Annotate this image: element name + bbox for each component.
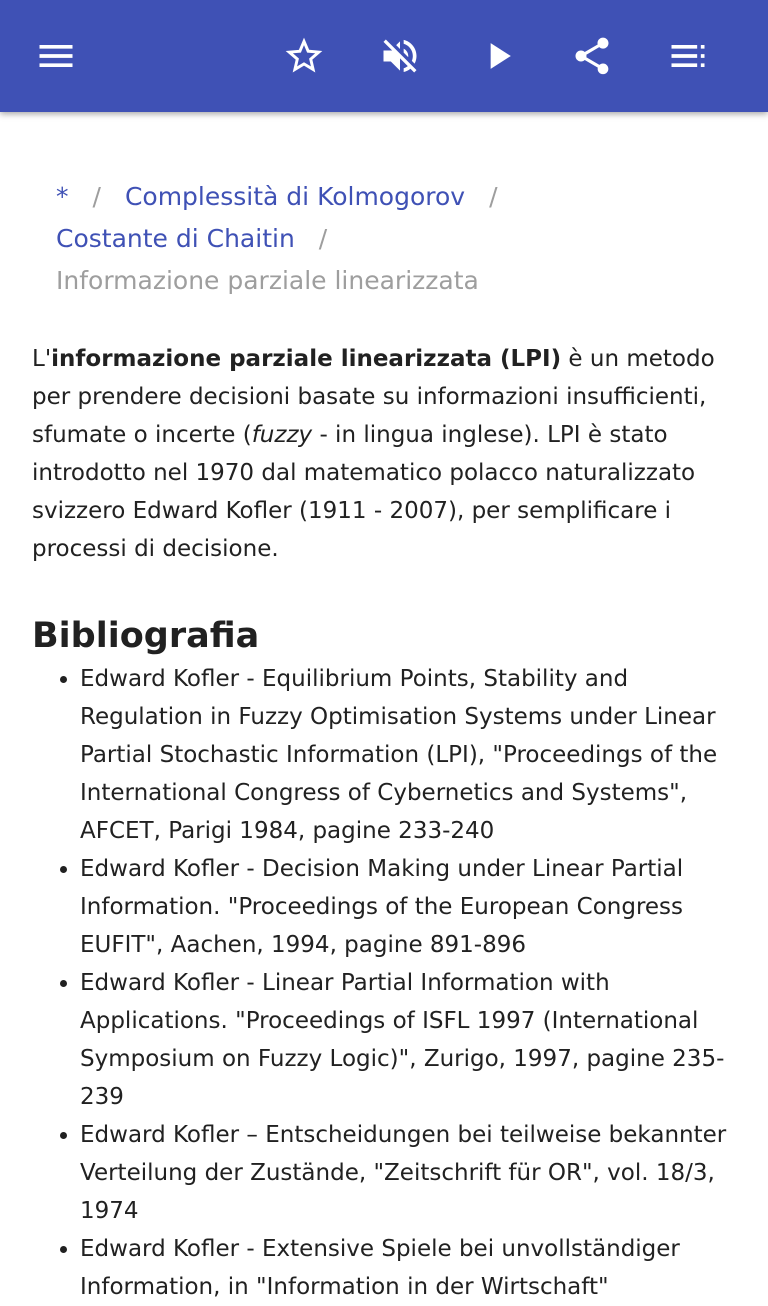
volume-off-icon: [378, 34, 422, 78]
star-outline-icon: [282, 34, 326, 78]
breadcrumb-current: Informazione parziale linearizzata: [56, 266, 479, 295]
favorite-button[interactable]: [276, 28, 332, 84]
play-icon: [476, 34, 520, 78]
play-button[interactable]: [470, 28, 526, 84]
intro-italic: fuzzy: [251, 422, 313, 448]
breadcrumb-link-chaitin[interactable]: Costante di Chaitin: [56, 224, 295, 253]
intro-prefix: L': [32, 346, 52, 372]
share-icon: [570, 34, 614, 78]
bibliography-heading: Bibliografia: [32, 616, 260, 656]
page-content: [0, 112, 768, 1300]
intro-text-continued: - in lingua inglese). LPI è stato introdotto nel 1970 dal matematico polacco naturalizzato svizzero Edward Kofler (1911 - 2007), per semplificare i processi di decisione.: [32, 422, 696, 562]
bibliography-item: • Edward Kofler - Equilibrium Points, Stability and Regulation in Fuzzy Optimisation Systems under Linear Partial Stochastic Information (LPI), "Proceedings of the International Congress of Cybernetics and Systems", AFCET, Parigi 1984, pagine 233-240: [80, 660, 732, 850]
mute-button[interactable]: [372, 28, 428, 84]
bibliography-item: • Edward Kofler - Linear Partial Information with Applications. "Proceedings of ISFL 1997 (International Symposium on Fuzzy Logic)", Zurigo, 1997, pagine 235-239: [80, 964, 732, 1116]
menu-button[interactable]: [28, 28, 84, 84]
breadcrumb-separator: /: [92, 182, 101, 211]
menu-icon: [34, 34, 78, 78]
intro-text: è un metodo per prendere decisioni basate su informazioni insufficienti, sfumate o incerte (: [32, 346, 715, 448]
bibliography-item: • Edward Kofler - Extensive Spiele bei unvollständiger Information, in "Information in der Wirtschaft": [80, 1230, 732, 1306]
breadcrumb: [56, 176, 736, 302]
breadcrumb-separator: /: [318, 224, 328, 253]
contents-button[interactable]: [660, 28, 716, 84]
breadcrumb-separator: /: [489, 182, 498, 211]
intro-paragraph: [32, 340, 732, 568]
intro-term: informazione parziale linearizzata (LPI): [51, 346, 562, 372]
bibliography-item: • Edward Kofler – Entscheidungen bei teilweise bekannter Verteilung der Zustände, "Zeitschrift für OR", vol. 18/3, 1974: [80, 1116, 732, 1230]
article-body: [32, 340, 732, 1306]
bibliography-item: • Edward Kofler - Decision Making under Linear Partial Information. "Proceedings of the European Congress EUFIT", Aachen, 1994, pagine 891-896: [80, 850, 732, 964]
bibliography-list: [32, 660, 732, 1306]
breadcrumb-link-kolmogorov[interactable]: Complessità di Kolmogorov: [124, 182, 466, 211]
breadcrumb-root-link[interactable]: *: [56, 182, 69, 211]
playlist-icon: [666, 34, 710, 78]
share-button[interactable]: [564, 28, 620, 84]
app-toolbar: [0, 0, 768, 112]
